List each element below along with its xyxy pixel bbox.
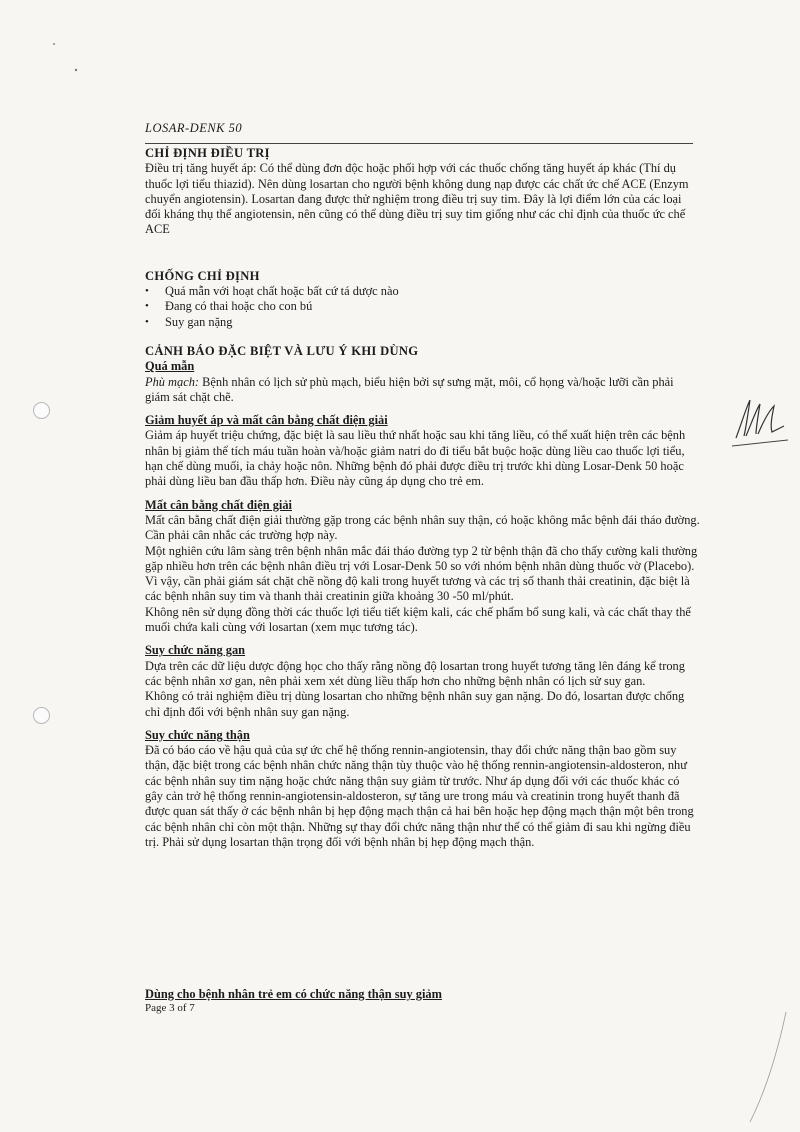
liver-paragraph: Dựa trên các dữ liệu dược động học cho thấy rằng nồng độ losartan trong huyết tương tăng lên đáng kể trong các bệnh nhân xơ gan, nên phải xem xét dùng liều thấp hơn cho những bệnh nhân có lịch sử suy gan. [145, 658, 685, 688]
punch-hole [33, 402, 50, 419]
section-title-warnings: CẢNH BÁO ĐẶC BIỆT VÀ LƯU Ý KHI DÙNG [145, 343, 419, 358]
page-number: Page 3 of 7 [145, 1002, 195, 1014]
electrolyte-paragraph: Không nên sử dụng đồng thời các thuốc lợi tiểu tiết kiệm kali, các chế phẩm bổ sung kali, và các chất thay thế muối chứa kali cùng với losartan (xem mục tương tác). [145, 604, 691, 635]
document-header-title: LOSAR-DENK 50 [145, 121, 243, 135]
list-item: • Quá mẫn với hoạt chất hoặc bất cứ tá dược nào [145, 284, 700, 299]
section-title-contraindications: CHỐNG CHỈ ĐỊNH [145, 268, 260, 283]
hypotension-text: Giảm áp huyết triệu chứng, đặc biệt là sau liều thứ nhất hoặc sau khi tăng liều, có thể xuất hiện trên các bệnh nhân bị giảm thể tích máu tuần hoàn và/hoặc giảm natri do đi tiểu bắt buộc hoặc dùng liều cao thuốc lợi tiểu, hạn chế dùng muối, ỉa chảy hoặc nôn. Những bệnh đó phải được điều trị trước khi dùng Losar-Denk 50 hoặc phải dùng liều ban đầu thấp hơn. Điều này cũng áp dụng cho trẻ em. [145, 428, 686, 489]
section-title-indications: CHỈ ĐỊNH ĐIỀU TRỊ [145, 146, 270, 160]
margin-line-mark [740, 1010, 790, 1125]
header-rule [145, 143, 693, 144]
subsection-title-electrolyte: Mất cân bằng chất điện giải [145, 497, 292, 512]
document-body [145, 146, 700, 850]
electrolyte-paragraph: Mất cân bằng chất điện giải thường gặp trong các bệnh nhân suy thận, có hoặc không mắc bệnh đái tháo đường. Cần phải cân nhắc các trường hợp này. [145, 512, 700, 543]
punch-hole [33, 707, 50, 724]
subsection-title-hypersensitivity: Quá mẫn [145, 359, 195, 374]
contraindications-list [145, 284, 700, 330]
hypersensitivity-body: Bệnh nhân có lịch sử phù mạch, biểu hiện bởi sự sưng mặt, môi, cổ họng và/hoặc lưỡi cần phải giám sát chặt chẽ. [145, 374, 674, 404]
liver-paragraph: Không có trải nghiệm điều trị dùng losartan cho những bệnh nhân suy gan nặng. Do đó, losartan được chống chỉ định đối với bệnh nhân suy gan nặng. [145, 689, 685, 719]
indications-text: Điều trị tăng huyết áp: Có thể dùng đơn độc hoặc phối hợp với các thuốc chống tăng huyết áp khác (Thí dụ thuốc lợi tiểu thiazid). Nên dùng losartan cho người bệnh không dung nạp được các chất ức chế ACE (Enzym chuyển angiotensin). Losartan đang được thử nghiệm trong điều trị suy tim. Đây là lợi điểm lớn của các loại đối kháng thụ thể angiotensin, nên cũng có thể dùng điều trị suy tim giống như các chỉ định của thuốc ức chế ACE [145, 161, 689, 237]
hypersensitivity-text [145, 375, 700, 406]
subsection-title-hypotension: Giảm huyết áp và mất cân bằng chất điện giải [145, 413, 388, 428]
handwritten-initials [730, 392, 790, 452]
subsection-title-liver: Suy chức năng gan [145, 643, 246, 658]
kidney-text: Đã có báo cáo về hậu quả của sự ức chế hệ thống rennin-angiotensin, thay đổi chức năng thận bao gồm suy thận, đặc biệt trong các bệnh nhân chức năng thận tùy thuộc vào hệ thống rennin-angiotensin-aldosteron, như các bệnh nhân suy tim nặng hoặc chức năng thận suy giảm từ trước. Như áp dụng đối với các thuốc khác có gây cản trở hệ thống rennin-angiotensin-aldosteron, sự tăng ure trong máu và creatinin trong huyết thanh đã được quan sát thấy ở các bệnh nhân bị hẹp động mạch thận cả hai bên hoặc hẹp động mạch thận một bên trong các bệnh nhân chỉ còn một thận. Những sự thay đổi chức năng thận như thế có thể giảm đi sau khi ngừng điều trị. Phải sử dụng losartan thận trọng đối với bệnh nhân bị hẹp động mạch thận. [145, 743, 694, 849]
subsection-title-kidney: Suy chức năng thận [145, 727, 250, 742]
list-item: • Đang có thai hoặc cho con bú [145, 299, 700, 314]
list-item: • Suy gan nặng [145, 315, 700, 330]
subsection-title-pediatric: Dùng cho bệnh nhân trẻ em có chức năng thận suy giảm [145, 987, 442, 1001]
electrolyte-paragraph: Một nghiên cứu lâm sàng trên bệnh nhân mắc đái tháo đường typ 2 từ bệnh thận đã cho thấy cường kali thường gặp nhiều hơn trên các bệnh nhân điều trị với Losar-Denk 50 so với nhóm bệnh nhân dùng thuốc vờ (Placebo). Vì vậy, cần phải giám sát chặt chẽ nồng độ kali trong huyết tương và các trị số thanh thải creatinin, đặc biệt là các bệnh nhân suy tim và thanh thải creatinin giữa khoảng 30 -50 ml/phút. [145, 543, 698, 604]
angioedema-lead: Phù mạch: [145, 374, 200, 389]
scan-speck [46, 40, 86, 80]
